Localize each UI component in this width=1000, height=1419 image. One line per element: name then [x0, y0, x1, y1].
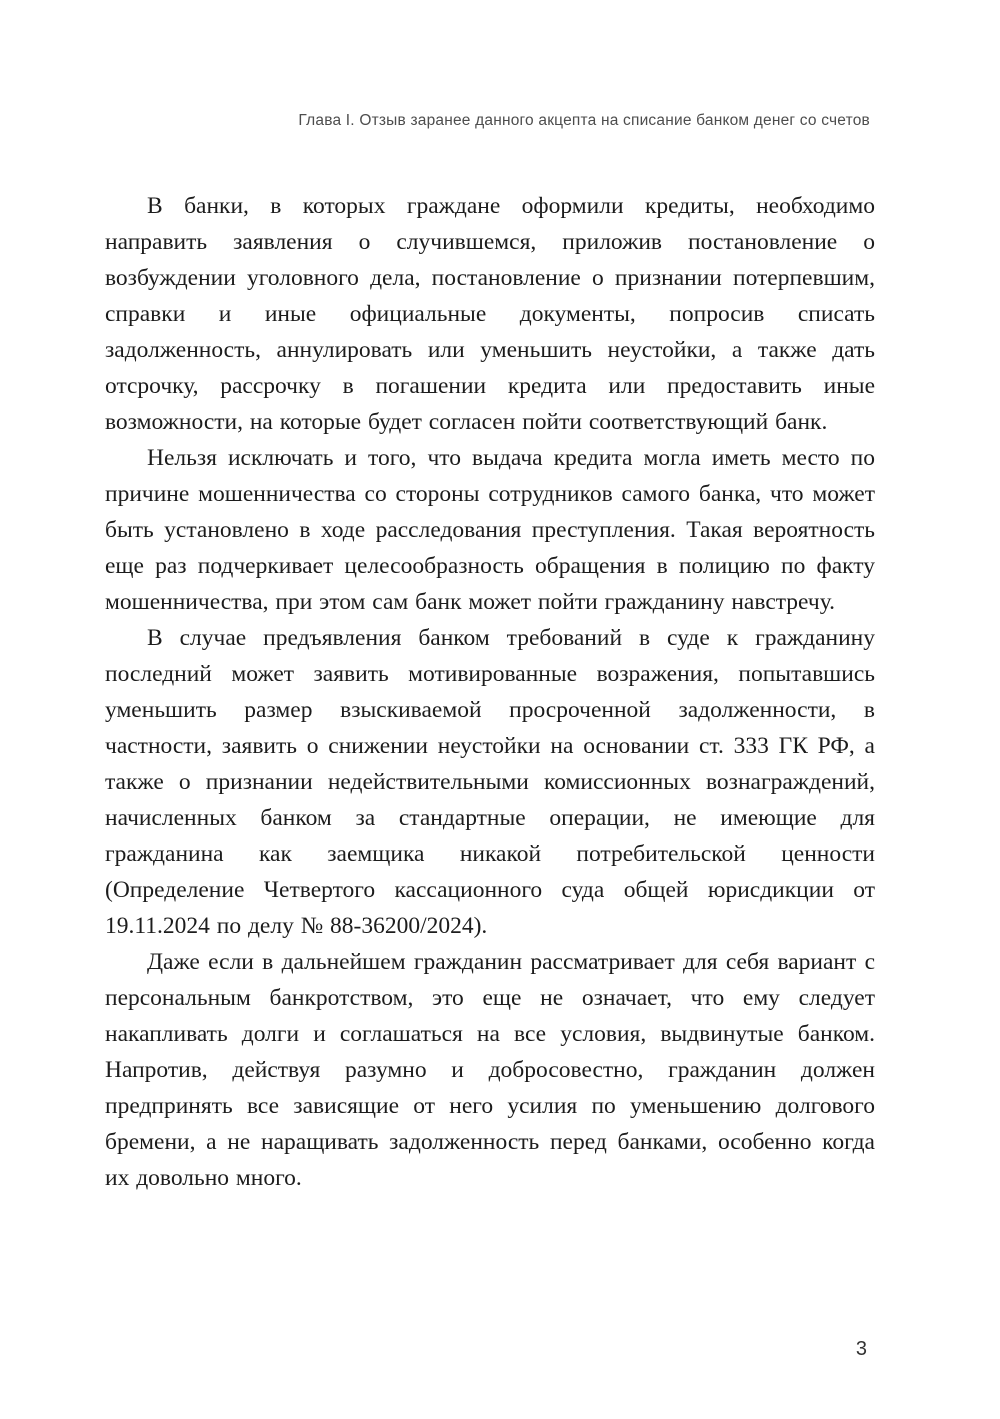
paragraph: Даже если в дальнейшем гражданин рассматривает для себя вариант с персональным банкротством, это еще не означает, что ему следует накапливать долги и соглашаться на все условия, выдвинутые банком. Напротив, действуя разумно и добросовестно, гражданин должен предпринять все зависящие от него усилия по уменьшению долгового бремени, а не наращивать задолженность перед банками, особенно когда их довольно много.: [105, 949, 875, 1191]
paragraph: В случае предъявления банком требований в суде к гражданину последний может заявить мотивированные возражения, попытавшись уменьшить размер взыскиваемой просроченной задолженности, в частности, заявить о снижении неустойки на основании ст. 333 ГК РФ, а также о признании недействительными комиссионных вознаграждений, начисленных банком за стандартные операции, не имеющие для гражданина как заемщика никакой потребительской ценности (Определение Четвертого кассационного суда общей юрисдикции от 19.11.2024 по делу № 88-36200/2024).: [105, 625, 875, 939]
body-text: [105, 188, 875, 1196]
paragraph: Нельзя исключать и того, что выдача кредита могла иметь место по причине мошенничества со стороны сотрудников самого банка, что может быть установлено в ходе расследования преступления. Такая вероятность еще раз подчеркивает целесообразность обращения в полицию по факту мошенничества, при этом сам банк может пойти гражданину навстречу.: [105, 445, 875, 615]
paragraph: В банки, в которых граждане оформили кредиты, необходимо направить заявления о случившемся, приложив постановление о возбуждении уголовного дела, постановление о признании потерпевшим, справки и иные официальные документы, попросив списать задолженность, аннулировать или уменьшить неустойки, а также дать отсрочку, рассрочку в погашении кредита или предоставить иные возможности, на которые будет согласен пойти соответствующий банк.: [105, 193, 875, 435]
running-head: Глава I. Отзыв заранее данного акцепта на списание банком денег со счетов: [298, 112, 870, 129]
page-number: 3: [855, 1338, 867, 1360]
